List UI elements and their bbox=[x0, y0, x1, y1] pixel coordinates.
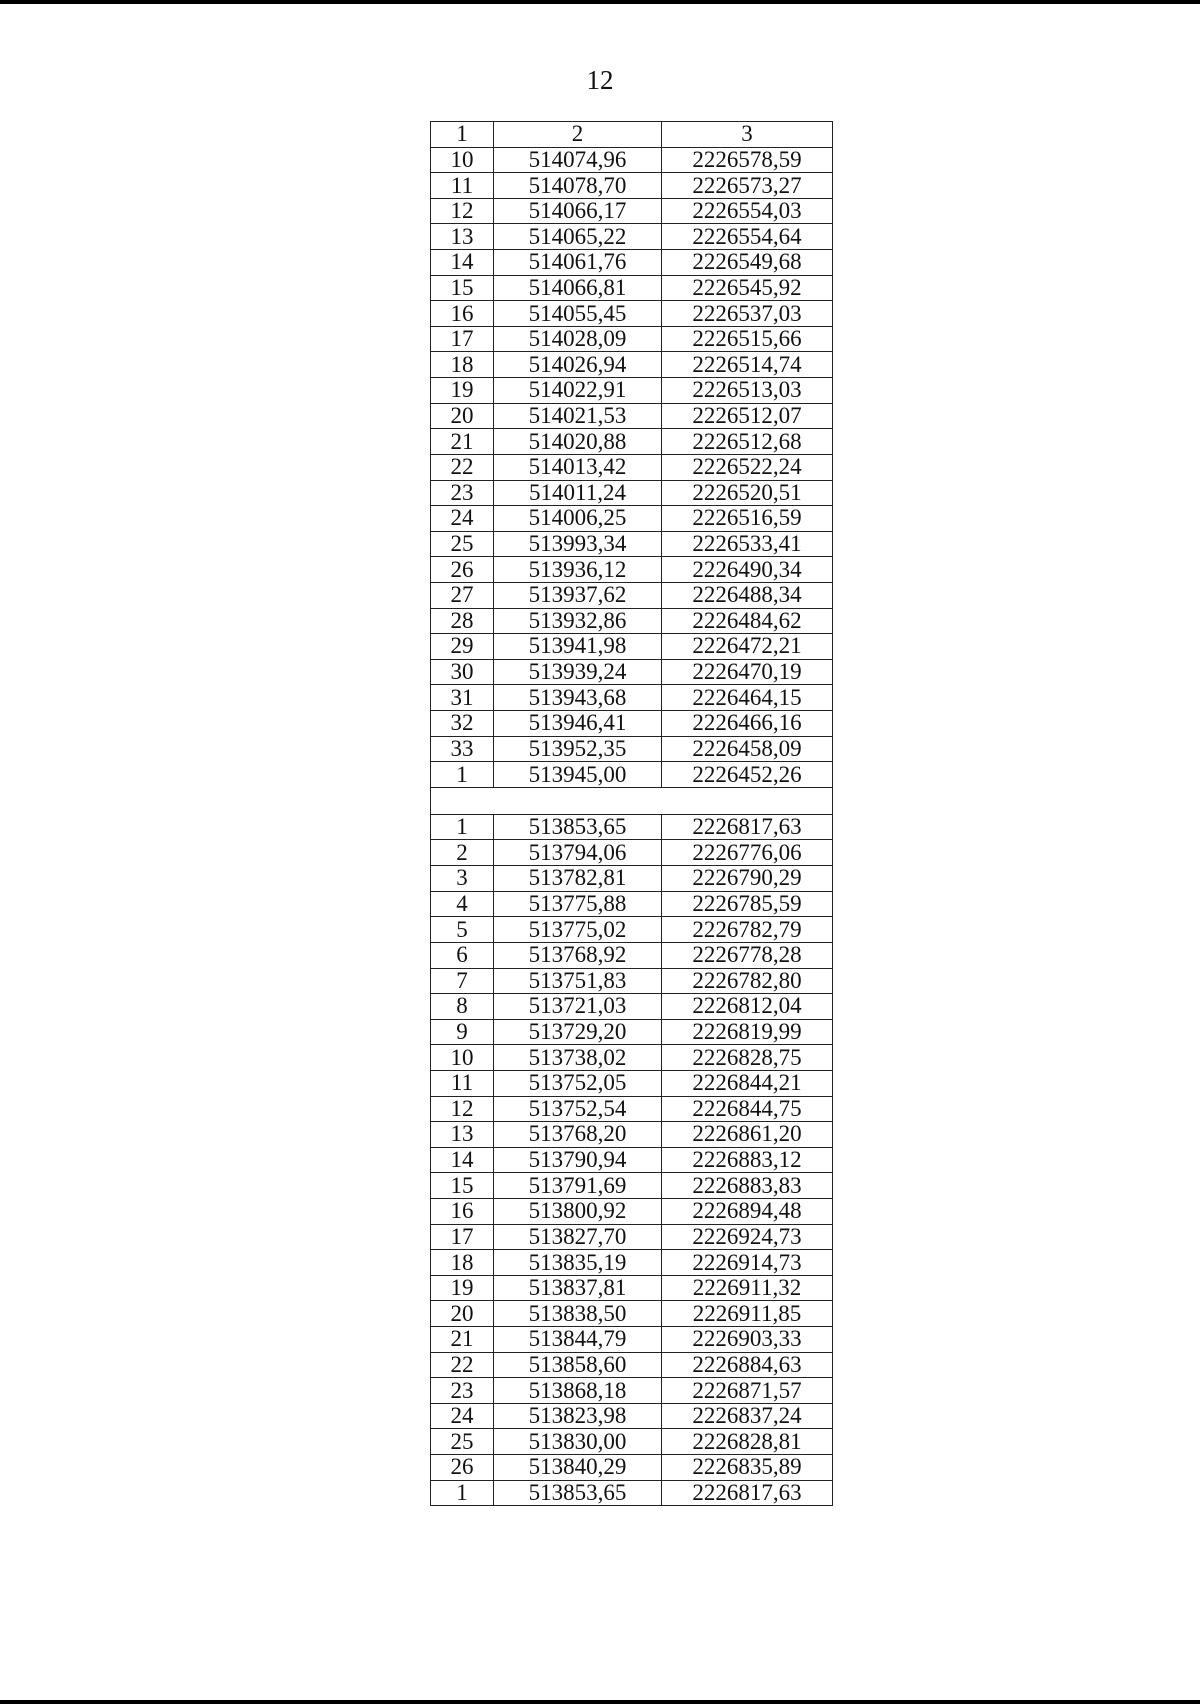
cell-y-coordinate: 2226883,12 bbox=[662, 1147, 833, 1173]
cell-point-number: 16 bbox=[431, 1198, 494, 1224]
cell-y-coordinate: 2226464,15 bbox=[662, 685, 833, 711]
cell-x-coordinate: 513830,00 bbox=[494, 1429, 662, 1455]
table-row bbox=[431, 1480, 833, 1506]
cell-y-coordinate: 2226871,57 bbox=[662, 1378, 833, 1404]
cell-y-coordinate: 2226861,20 bbox=[662, 1122, 833, 1148]
cell-y-coordinate: 2226512,68 bbox=[662, 429, 833, 455]
table-row bbox=[431, 1045, 833, 1071]
cell-point-number: 2 bbox=[431, 840, 494, 866]
section-separator-cell bbox=[431, 787, 833, 814]
table-row bbox=[431, 634, 833, 660]
table-row bbox=[431, 1019, 833, 1045]
cell-x-coordinate: 514013,42 bbox=[494, 454, 662, 480]
table-row bbox=[431, 1301, 833, 1327]
table-row bbox=[431, 454, 833, 480]
cell-x-coordinate: 513853,65 bbox=[494, 1480, 662, 1506]
cell-point-number: 17 bbox=[431, 1224, 494, 1250]
cell-point-number: 11 bbox=[431, 173, 494, 199]
cell-point-number: 30 bbox=[431, 659, 494, 685]
cell-x-coordinate: 513794,06 bbox=[494, 840, 662, 866]
cell-point-number: 33 bbox=[431, 736, 494, 762]
cell-point-number: 24 bbox=[431, 506, 494, 532]
table-row bbox=[431, 582, 833, 608]
cell-point-number: 11 bbox=[431, 1070, 494, 1096]
table-row bbox=[431, 840, 833, 866]
cell-y-coordinate: 2226512,07 bbox=[662, 403, 833, 429]
table-row bbox=[431, 1122, 833, 1148]
cell-point-number: 26 bbox=[431, 557, 494, 583]
cell-point-number: 18 bbox=[431, 352, 494, 378]
cell-x-coordinate: 514026,94 bbox=[494, 352, 662, 378]
cell-x-coordinate: 513941,98 bbox=[494, 634, 662, 660]
cell-x-coordinate: 513721,03 bbox=[494, 994, 662, 1020]
table-row bbox=[431, 685, 833, 711]
cell-x-coordinate: 514011,24 bbox=[494, 480, 662, 506]
table-row bbox=[431, 917, 833, 943]
table-row bbox=[431, 1403, 833, 1429]
cell-x-coordinate: 514028,09 bbox=[494, 326, 662, 352]
cell-y-coordinate: 2226778,28 bbox=[662, 942, 833, 968]
cell-y-coordinate: 2226835,89 bbox=[662, 1455, 833, 1481]
table-row bbox=[431, 403, 833, 429]
table-row bbox=[431, 1352, 833, 1378]
cell-y-coordinate: 2226514,74 bbox=[662, 352, 833, 378]
cell-x-coordinate: 513937,62 bbox=[494, 582, 662, 608]
table-row bbox=[431, 608, 833, 634]
cell-point-number: 23 bbox=[431, 1378, 494, 1404]
table-row bbox=[431, 275, 833, 301]
cell-y-coordinate: 2226924,73 bbox=[662, 1224, 833, 1250]
cell-point-number: 12 bbox=[431, 1096, 494, 1122]
table-header-row bbox=[431, 122, 833, 148]
table-row bbox=[431, 866, 833, 892]
cell-y-coordinate: 2226458,09 bbox=[662, 736, 833, 762]
cell-y-coordinate: 2226545,92 bbox=[662, 275, 833, 301]
cell-y-coordinate: 2226903,33 bbox=[662, 1327, 833, 1353]
cell-x-coordinate: 513945,00 bbox=[494, 762, 662, 788]
cell-y-coordinate: 2226883,83 bbox=[662, 1173, 833, 1199]
cell-x-coordinate: 513782,81 bbox=[494, 866, 662, 892]
table-row bbox=[431, 711, 833, 737]
cell-y-coordinate: 2226790,29 bbox=[662, 866, 833, 892]
cell-y-coordinate: 2226522,24 bbox=[662, 454, 833, 480]
cell-y-coordinate: 2226515,66 bbox=[662, 326, 833, 352]
cell-y-coordinate: 2226520,51 bbox=[662, 480, 833, 506]
cell-x-coordinate: 513775,02 bbox=[494, 917, 662, 943]
cell-point-number: 17 bbox=[431, 326, 494, 352]
table-row bbox=[431, 1455, 833, 1481]
cell-x-coordinate: 513752,05 bbox=[494, 1070, 662, 1096]
cell-y-coordinate: 2226828,75 bbox=[662, 1045, 833, 1071]
cell-y-coordinate: 2226452,26 bbox=[662, 762, 833, 788]
cell-y-coordinate: 2226490,34 bbox=[662, 557, 833, 583]
cell-y-coordinate: 2226884,63 bbox=[662, 1352, 833, 1378]
header-cell-x-coordinate: 2 bbox=[494, 122, 662, 148]
table-row bbox=[431, 147, 833, 173]
header-cell-y-coordinate: 3 bbox=[662, 122, 833, 148]
table-row bbox=[431, 1378, 833, 1404]
cell-point-number: 1 bbox=[431, 814, 494, 840]
cell-x-coordinate: 513993,34 bbox=[494, 531, 662, 557]
cell-point-number: 25 bbox=[431, 1429, 494, 1455]
cell-x-coordinate: 514078,70 bbox=[494, 173, 662, 199]
cell-x-coordinate: 514066,81 bbox=[494, 275, 662, 301]
table-row bbox=[431, 942, 833, 968]
cell-y-coordinate: 2226776,06 bbox=[662, 840, 833, 866]
cell-x-coordinate: 513868,18 bbox=[494, 1378, 662, 1404]
cell-y-coordinate: 2226837,24 bbox=[662, 1403, 833, 1429]
table-row bbox=[431, 378, 833, 404]
coordinates-table bbox=[430, 121, 833, 1506]
cell-point-number: 21 bbox=[431, 1327, 494, 1353]
cell-x-coordinate: 513751,83 bbox=[494, 968, 662, 994]
table-row bbox=[431, 1147, 833, 1173]
cell-y-coordinate: 2226554,03 bbox=[662, 198, 833, 224]
cell-x-coordinate: 513844,79 bbox=[494, 1327, 662, 1353]
cell-y-coordinate: 2226812,04 bbox=[662, 994, 833, 1020]
cell-x-coordinate: 514066,17 bbox=[494, 198, 662, 224]
cell-x-coordinate: 513768,92 bbox=[494, 942, 662, 968]
table-row bbox=[431, 1327, 833, 1353]
table-row bbox=[431, 1224, 833, 1250]
cell-y-coordinate: 2226549,68 bbox=[662, 250, 833, 276]
cell-point-number: 3 bbox=[431, 866, 494, 892]
header-cell-point-number: 1 bbox=[431, 122, 494, 148]
cell-point-number: 13 bbox=[431, 1122, 494, 1148]
cell-point-number: 32 bbox=[431, 711, 494, 737]
bottom-border-line bbox=[0, 1700, 1200, 1704]
cell-y-coordinate: 2226488,34 bbox=[662, 582, 833, 608]
cell-point-number: 28 bbox=[431, 608, 494, 634]
cell-x-coordinate: 513840,29 bbox=[494, 1455, 662, 1481]
cell-point-number: 18 bbox=[431, 1250, 494, 1276]
cell-point-number: 22 bbox=[431, 454, 494, 480]
cell-y-coordinate: 2226782,79 bbox=[662, 917, 833, 943]
cell-point-number: 6 bbox=[431, 942, 494, 968]
cell-x-coordinate: 513936,12 bbox=[494, 557, 662, 583]
cell-y-coordinate: 2226470,19 bbox=[662, 659, 833, 685]
cell-y-coordinate: 2226513,03 bbox=[662, 378, 833, 404]
cell-x-coordinate: 513939,24 bbox=[494, 659, 662, 685]
cell-y-coordinate: 2226484,62 bbox=[662, 608, 833, 634]
cell-y-coordinate: 2226537,03 bbox=[662, 301, 833, 327]
cell-point-number: 8 bbox=[431, 994, 494, 1020]
cell-y-coordinate: 2226894,48 bbox=[662, 1198, 833, 1224]
cell-x-coordinate: 514055,45 bbox=[494, 301, 662, 327]
cell-y-coordinate: 2226472,21 bbox=[662, 634, 833, 660]
table-row bbox=[431, 326, 833, 352]
cell-x-coordinate: 514061,76 bbox=[494, 250, 662, 276]
page-number: 12 bbox=[586, 65, 614, 95]
table-row bbox=[431, 301, 833, 327]
cell-point-number: 31 bbox=[431, 685, 494, 711]
cell-point-number: 1 bbox=[431, 1480, 494, 1506]
cell-point-number: 26 bbox=[431, 1455, 494, 1481]
cell-point-number: 19 bbox=[431, 378, 494, 404]
table-row bbox=[431, 531, 833, 557]
table-row bbox=[431, 198, 833, 224]
cell-y-coordinate: 2226911,32 bbox=[662, 1275, 833, 1301]
cell-y-coordinate: 2226466,16 bbox=[662, 711, 833, 737]
cell-x-coordinate: 513853,65 bbox=[494, 814, 662, 840]
cell-y-coordinate: 2226817,63 bbox=[662, 1480, 833, 1506]
cell-point-number: 1 bbox=[431, 762, 494, 788]
cell-x-coordinate: 513752,54 bbox=[494, 1096, 662, 1122]
cell-x-coordinate: 514022,91 bbox=[494, 378, 662, 404]
cell-point-number: 16 bbox=[431, 301, 494, 327]
table-row bbox=[431, 173, 833, 199]
table-row bbox=[431, 736, 833, 762]
cell-point-number: 24 bbox=[431, 1403, 494, 1429]
cell-x-coordinate: 513768,20 bbox=[494, 1122, 662, 1148]
cell-point-number: 15 bbox=[431, 1173, 494, 1199]
cell-point-number: 20 bbox=[431, 1301, 494, 1327]
cell-x-coordinate: 513838,50 bbox=[494, 1301, 662, 1327]
top-border-line bbox=[0, 0, 1200, 4]
cell-x-coordinate: 513943,68 bbox=[494, 685, 662, 711]
cell-x-coordinate: 513932,86 bbox=[494, 608, 662, 634]
table-row bbox=[431, 224, 833, 250]
cell-x-coordinate: 513791,69 bbox=[494, 1173, 662, 1199]
cell-y-coordinate: 2226554,64 bbox=[662, 224, 833, 250]
cell-x-coordinate: 513823,98 bbox=[494, 1403, 662, 1429]
table-row bbox=[431, 1096, 833, 1122]
cell-y-coordinate: 2226516,59 bbox=[662, 506, 833, 532]
table-row bbox=[431, 1173, 833, 1199]
cell-y-coordinate: 2226819,99 bbox=[662, 1019, 833, 1045]
cell-point-number: 27 bbox=[431, 582, 494, 608]
cell-x-coordinate: 514020,88 bbox=[494, 429, 662, 455]
table-row bbox=[431, 352, 833, 378]
cell-y-coordinate: 2226573,27 bbox=[662, 173, 833, 199]
cell-point-number: 19 bbox=[431, 1275, 494, 1301]
cell-x-coordinate: 514065,22 bbox=[494, 224, 662, 250]
coordinates-table-body bbox=[431, 122, 833, 1506]
cell-point-number: 21 bbox=[431, 429, 494, 455]
cell-y-coordinate: 2226782,80 bbox=[662, 968, 833, 994]
cell-x-coordinate: 513858,60 bbox=[494, 1352, 662, 1378]
cell-y-coordinate: 2226785,59 bbox=[662, 891, 833, 917]
cell-point-number: 7 bbox=[431, 968, 494, 994]
section-separator-row bbox=[431, 787, 833, 814]
cell-x-coordinate: 514006,25 bbox=[494, 506, 662, 532]
cell-point-number: 4 bbox=[431, 891, 494, 917]
table-row bbox=[431, 814, 833, 840]
cell-x-coordinate: 514074,96 bbox=[494, 147, 662, 173]
table-row bbox=[431, 762, 833, 788]
cell-y-coordinate: 2226844,21 bbox=[662, 1070, 833, 1096]
cell-x-coordinate: 513946,41 bbox=[494, 711, 662, 737]
table-row bbox=[431, 1429, 833, 1455]
cell-y-coordinate: 2226817,63 bbox=[662, 814, 833, 840]
cell-x-coordinate: 513790,94 bbox=[494, 1147, 662, 1173]
table-row bbox=[431, 1198, 833, 1224]
cell-y-coordinate: 2226828,81 bbox=[662, 1429, 833, 1455]
cell-y-coordinate: 2226533,41 bbox=[662, 531, 833, 557]
table-row bbox=[431, 968, 833, 994]
cell-point-number: 14 bbox=[431, 250, 494, 276]
cell-point-number: 29 bbox=[431, 634, 494, 660]
cell-point-number: 10 bbox=[431, 1045, 494, 1071]
table-row bbox=[431, 480, 833, 506]
table-row bbox=[431, 659, 833, 685]
cell-x-coordinate: 513775,88 bbox=[494, 891, 662, 917]
cell-point-number: 5 bbox=[431, 917, 494, 943]
table-row bbox=[431, 994, 833, 1020]
table-row bbox=[431, 429, 833, 455]
cell-x-coordinate: 513835,19 bbox=[494, 1250, 662, 1276]
cell-point-number: 25 bbox=[431, 531, 494, 557]
table-row bbox=[431, 1070, 833, 1096]
cell-point-number: 14 bbox=[431, 1147, 494, 1173]
table-row bbox=[431, 250, 833, 276]
cell-point-number: 20 bbox=[431, 403, 494, 429]
table-row bbox=[431, 557, 833, 583]
cell-x-coordinate: 513837,81 bbox=[494, 1275, 662, 1301]
cell-point-number: 10 bbox=[431, 147, 494, 173]
cell-x-coordinate: 513952,35 bbox=[494, 736, 662, 762]
cell-point-number: 12 bbox=[431, 198, 494, 224]
cell-point-number: 13 bbox=[431, 224, 494, 250]
cell-x-coordinate: 513827,70 bbox=[494, 1224, 662, 1250]
cell-point-number: 15 bbox=[431, 275, 494, 301]
cell-y-coordinate: 2226914,73 bbox=[662, 1250, 833, 1276]
cell-x-coordinate: 514021,53 bbox=[494, 403, 662, 429]
cell-y-coordinate: 2226844,75 bbox=[662, 1096, 833, 1122]
cell-point-number: 23 bbox=[431, 480, 494, 506]
table-row bbox=[431, 506, 833, 532]
cell-x-coordinate: 513738,02 bbox=[494, 1045, 662, 1071]
cell-y-coordinate: 2226578,59 bbox=[662, 147, 833, 173]
table-row bbox=[431, 1250, 833, 1276]
cell-point-number: 22 bbox=[431, 1352, 494, 1378]
table-row bbox=[431, 1275, 833, 1301]
cell-y-coordinate: 2226911,85 bbox=[662, 1301, 833, 1327]
cell-x-coordinate: 513729,20 bbox=[494, 1019, 662, 1045]
cell-x-coordinate: 513800,92 bbox=[494, 1198, 662, 1224]
table-row bbox=[431, 891, 833, 917]
cell-point-number: 9 bbox=[431, 1019, 494, 1045]
